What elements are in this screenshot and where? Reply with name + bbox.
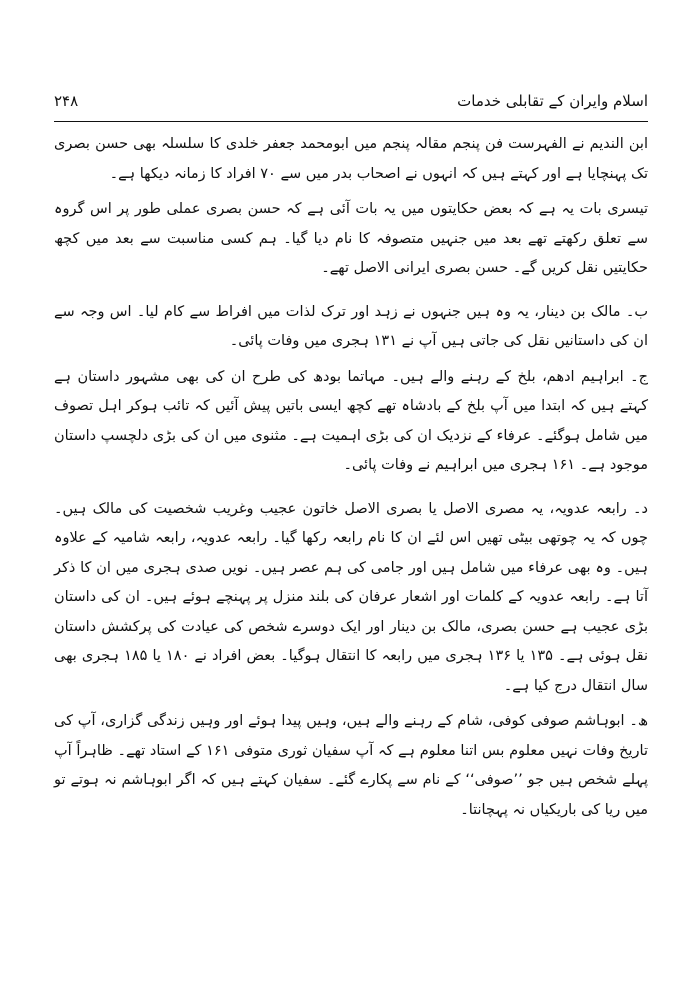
running-title: اسلام وایران کے تقابلی خدمات [457, 92, 648, 110]
paragraph-third-point: تیسری بات یہ ہے کہ بعض حکایتوں میں یہ بات آئی ہے کہ حسن بصری عملی طور پر اس گروہ سے تعلق رکھتے تھے بعد میں جنہیں متصوفہ کا نام دیا گیا۔ ہم کسی مناسبت سے بعد میں کچھ حکایتیں نقل کریں گے۔ حسن بصری ایرانی الاصل تھے۔ [54, 201, 648, 276]
page-header [54, 88, 648, 118]
paragraph-ibn-nadim: ابن الندیم نے الفہرست فن پنجم مقالہ پنجم میں ابومحمد جعفر خلدی کا سلسلہ بھی حسن بصری تک پہنچایا ہے اور کہتے ہیں کہ انہوں نے اصحاب بدر میں سے ۷۰ افراد کا زمانہ دیکھا ہے۔ [54, 136, 648, 182]
header-divider [54, 121, 648, 122]
paragraph-rabia-adawiya: د۔ رابعہ عدویہ، یہ مصری الاصل یا بصری الاصل خاتون عجیب وغریب شخصیت کی مالک ہیں۔ چوں کہ یہ چوتھی بیٹی تھیں اس لئے ان کا نام رابعہ رکھا گیا۔ رابعہ عدویہ، رابعہ شامیہ کے علاوہ ہیں۔ وہ بھی عرفاء میں شامل ہیں اور جامی کی ہم عصر ہیں۔ نویں صدی ہجری میں ان کا ذکر آتا ہے۔ رابعہ عدویہ کے کلمات اور اشعار عرفان کی بلند منزل پر پہنچے ہوئے ہیں۔ ان کی داستان بڑی عجیب ہے حسن بصری، مالک بن دینار اور ایک دوسرے شخص کی عیادت کی پرکشش داستان نقل ہوئی ہے۔ ۱۳۵ یا ۱۳۶ ہجری میں رابعہ کا انتقال ہوگیا۔ بعض افراد نے ۱۸۰ یا ۱۸۵ ہجری بھی سال انتقال درج کیا ہے۔ [54, 500, 649, 694]
paragraph-malik-bin-dinar: ب۔ مالک بن دینار، یہ وہ ہیں جنہوں نے زہد اور ترک لذات میں افراط سے کام لیا۔ اس وجہ سے ان کی داستانیں نقل کی جاتی ہیں آپ نے ۱۳۱ ہجری میں وفات پائی۔ [54, 303, 648, 349]
paragraph-ibrahim-adham: ج۔ ابراہیم ادھم، بلخ کے رہنے والے ہیں۔ مہاتما بودھ کی طرح ان کی بھی مشہور داستان ہے کہتے ہیں کہ ابتدا میں آپ بلخ کے بادشاہ تھے کچھ ایسی باتیں پیش آئیں کہ تائب ہوکر اہل تصوف میں شامل ہوگئے۔ عرفاء کے نزدیک ان کی بڑی اہمیت ہے۔ مثنوی میں ان کی بڑی دلچسپ داستان موجود ہے۔ ۱۶۱ ہجری میں ابراہیم نے وفات پائی۔ [54, 368, 648, 473]
page-number: ۲۴۸ [54, 92, 79, 110]
paragraph-abu-hashim: ھ۔ ابوہاشم صوفی کوفی، شام کے رہنے والے ہیں، وہیں پیدا ہوئے اور وہیں زندگی گزاری، آپ کی تاریخ وفات نہیں معلوم بس اتنا معلوم ہے کہ آپ سفیان ثوری متوفی ۱۶۱ کے استاد تھے۔ ظاہراً آپ پہلے شخص ہیں جو ’’صوفی‘‘ کے نام سے پکارے گئے۔ سفیان کہتے ہیں کہ اگر ابوہاشم نہ ہوتے تو میں ریا کی باریکیاں نہ پہچانتا۔ [54, 713, 648, 818]
body-text [54, 130, 648, 831]
